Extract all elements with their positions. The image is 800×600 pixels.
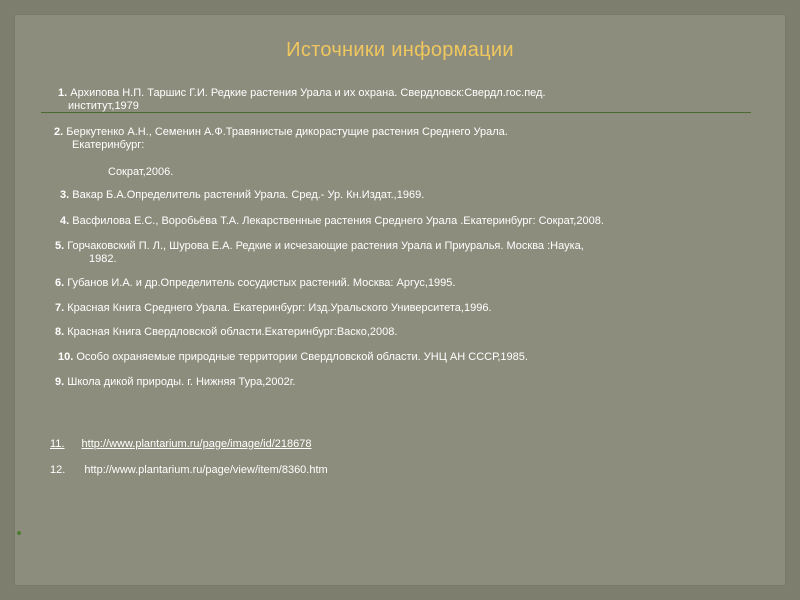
source-item-3 — [60, 189, 424, 202]
item-text: Губанов И.А. и др.Определитель сосудистых растений. Москва: Аргус,1995. — [67, 277, 456, 289]
slide-title: Источники информации — [286, 39, 514, 61]
item-text: Особо охраняемые природные территории Свердловской области. УНЦ АН СССР,1985. — [76, 351, 528, 363]
source-link-url[interactable]: http://www.plantarium.ru/page/image/id/218678 — [81, 438, 312, 450]
decorative-dot — [17, 531, 21, 535]
item-number: 3. — [60, 189, 70, 201]
source-item-10 — [58, 351, 528, 364]
item-text: Васфилова Е.С., Воробьёва Т.А. Лекарственные растения Среднего Урала .Екатеринбург: Сократ,2008. — [72, 215, 604, 227]
item-number: 4. — [60, 215, 70, 227]
source-link-12[interactable] — [50, 464, 328, 477]
source-item-2-cont2: Сократ,2006. — [108, 166, 174, 178]
source-item-1-cont: институт,1979 — [68, 100, 139, 112]
source-item-2-cont: Екатеринбург: — [72, 139, 145, 151]
item-text: Вакар Б.А.Определитель растений Урала. Сред.- Ур. Кн.Издат.,1969. — [72, 189, 425, 201]
source-item-9 — [55, 376, 295, 389]
source-link-url[interactable]: http://www.plantarium.ru/page/view/item/8360.htm — [84, 464, 328, 476]
item-text: Архипова Н.П. Таршис Г.И. Редкие растения Урала и их охрана. Свердловск:Свердл.гос.пед. — [70, 87, 546, 99]
item-number: 6. — [55, 277, 65, 289]
item-text: Школа дикой природы. г. Нижняя Тура,2002г. — [67, 376, 296, 388]
source-item-8 — [55, 326, 397, 339]
item-number: 2. — [54, 126, 64, 138]
source-item-4 — [60, 215, 604, 228]
item-number: 7. — [55, 302, 65, 314]
item-text: Красная Книга Среднего Урала. Екатеринбург: Изд.Уральского Университета,1996. — [67, 302, 492, 314]
divider-line — [41, 112, 751, 113]
source-link-11[interactable] — [50, 438, 311, 451]
item-number: 1. — [58, 87, 68, 99]
link-number: 11. — [50, 438, 65, 450]
source-item-5-cont: 1982. — [89, 253, 117, 265]
source-item-2 — [54, 126, 508, 139]
source-item-7 — [55, 302, 492, 315]
item-number: 9. — [55, 376, 65, 388]
item-number: 10. — [58, 351, 74, 363]
source-item-1 — [58, 87, 546, 100]
item-text: Горчаковский П. Л., Шурова Е.А. Редкие и исчезающие растения Урала и Приуралья. Москва :Наука, — [67, 240, 584, 252]
item-number: 5. — [55, 240, 65, 252]
source-item-6 — [55, 277, 455, 290]
source-item-5 — [55, 240, 584, 253]
item-number: 8. — [55, 326, 65, 338]
link-number: 12. — [50, 464, 66, 476]
item-text: Беркутенко А.Н., Семенин А.Ф.Травянистые дикорастущие растения Среднего Урала. — [66, 126, 508, 138]
item-text: Красная Книга Свердловской области.Екатеринбург:Васко,2008. — [67, 326, 398, 338]
